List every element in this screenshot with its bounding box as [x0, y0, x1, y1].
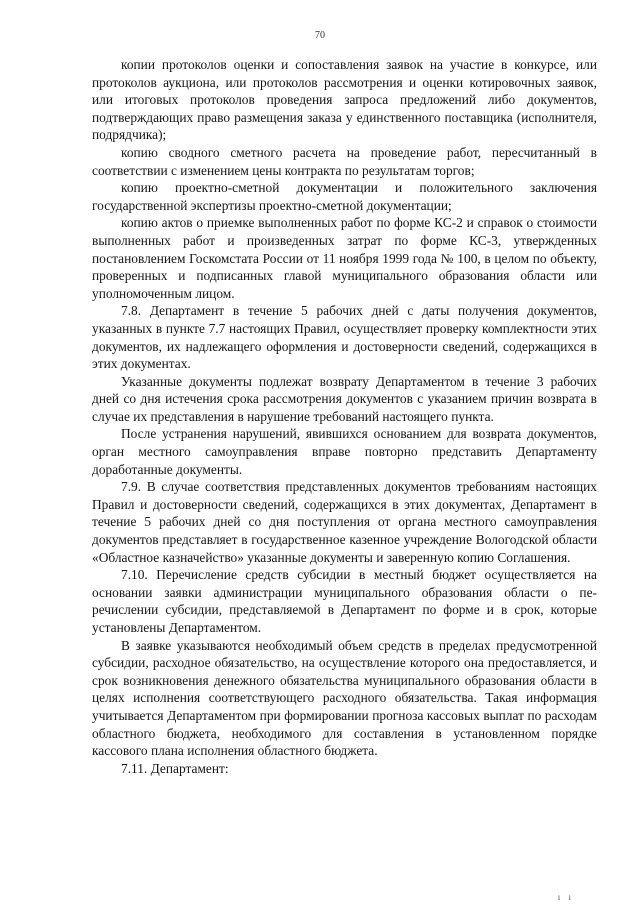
paragraph-resubmission: После устранения нарушений, явившихся основанием для возврата документов, орган местного самоуправления вправе повторно представить Департаменту доработанные документы.: [92, 426, 597, 477]
paragraph-document-return: Указанные документы подлежат возврату Департаментом в течение 3 рабочих дней со дня истечения срока рассмотрения документов с указанием причин возврата в случае их представления в нарушение требований настоящего пункта.: [92, 373, 597, 424]
paragraph-design-documentation: копию проектно-сметной документации и положительного заключения государственной экспертизы проектно-сметной документации;: [92, 180, 597, 213]
paragraph-7-10: 7.10. Перечисление средств субсидии в местный бюджет осуществляется на основании заявки администрации муниципального образования области о перечислении субсидии, представляемой в Департамент по форме и в срок, которые установлены Департаментом.: [92, 567, 597, 635]
document-body: [92, 56, 597, 777]
paragraph-7-11: 7.11. Департамент:: [121, 760, 229, 776]
paragraph-7-9: 7.9. В случае соответствия представленных документов требованиям настоящих Правил и достоверности сведений, содержащихся в этих документах, Департамент в течение 5 рабочих дней со дня поступления от органа местного самоуправления документов представляет в государственное казенное учреждение Вологодской области «Областное казначейство» указанные документы и заверенную копию Соглашения.: [92, 479, 597, 565]
paragraph-protocol-copies: копии протоколов оценки и сопоставления заявок на участие в конкурсе, или протоколов аукциона, или протоколов рассмотрения и оценки котировочных заявок, или итоговых протоколов проведения запроса предложений либо документов, подтверждающих право размещения заказа у единственного поставщика (исполнителя, подрядчика);: [92, 57, 597, 143]
paragraph-summary-estimate: копию сводного сметного расчета на проведение работ, пересчитанный в соответствии с изменением цены контракта по результатам торгов;: [92, 144, 597, 178]
paragraph-application-content: В заявке указываются необходимый объем средств в пределах предусмотренной субсидии, расходное обязательство, на осуществление которого она предоставляется, и срок возникновения денежного обязательства муниципального образования области в целях исполнения соответствующего расходного обязательства. Такая информация учитывается Департаментом при формировании прогноза кассовых выплат по расходам областного бюджета, необходимого для составления в установленном порядке кассового плана исполнения областного бюджета.: [92, 637, 597, 759]
paragraph-7-8: 7.8. Департамент в течение 5 рабочих дней с даты получения документов, указанных в пункте 7.7 настоящих Правил, осуществляет проверку комплектности этих документов, их надлежащего оформления и достоверности сведений, содержащихся в этих документах.: [92, 303, 597, 372]
scan-corner-mark: ı ı: [557, 892, 574, 902]
page-number: 70: [315, 30, 325, 41]
paragraph-acceptance-acts: копию актов о приемке выполненных работ по форме КС-2 и справок о стоимости выполненных работ и произведенных затрат по форме КС-3, утвержденных постановлением Госкомстата России от 11 ноября 1999 года № 100, в целом по объекту, проверенных и подписанных главой муниципального образования области или уполномоченным лицом.: [92, 215, 597, 301]
